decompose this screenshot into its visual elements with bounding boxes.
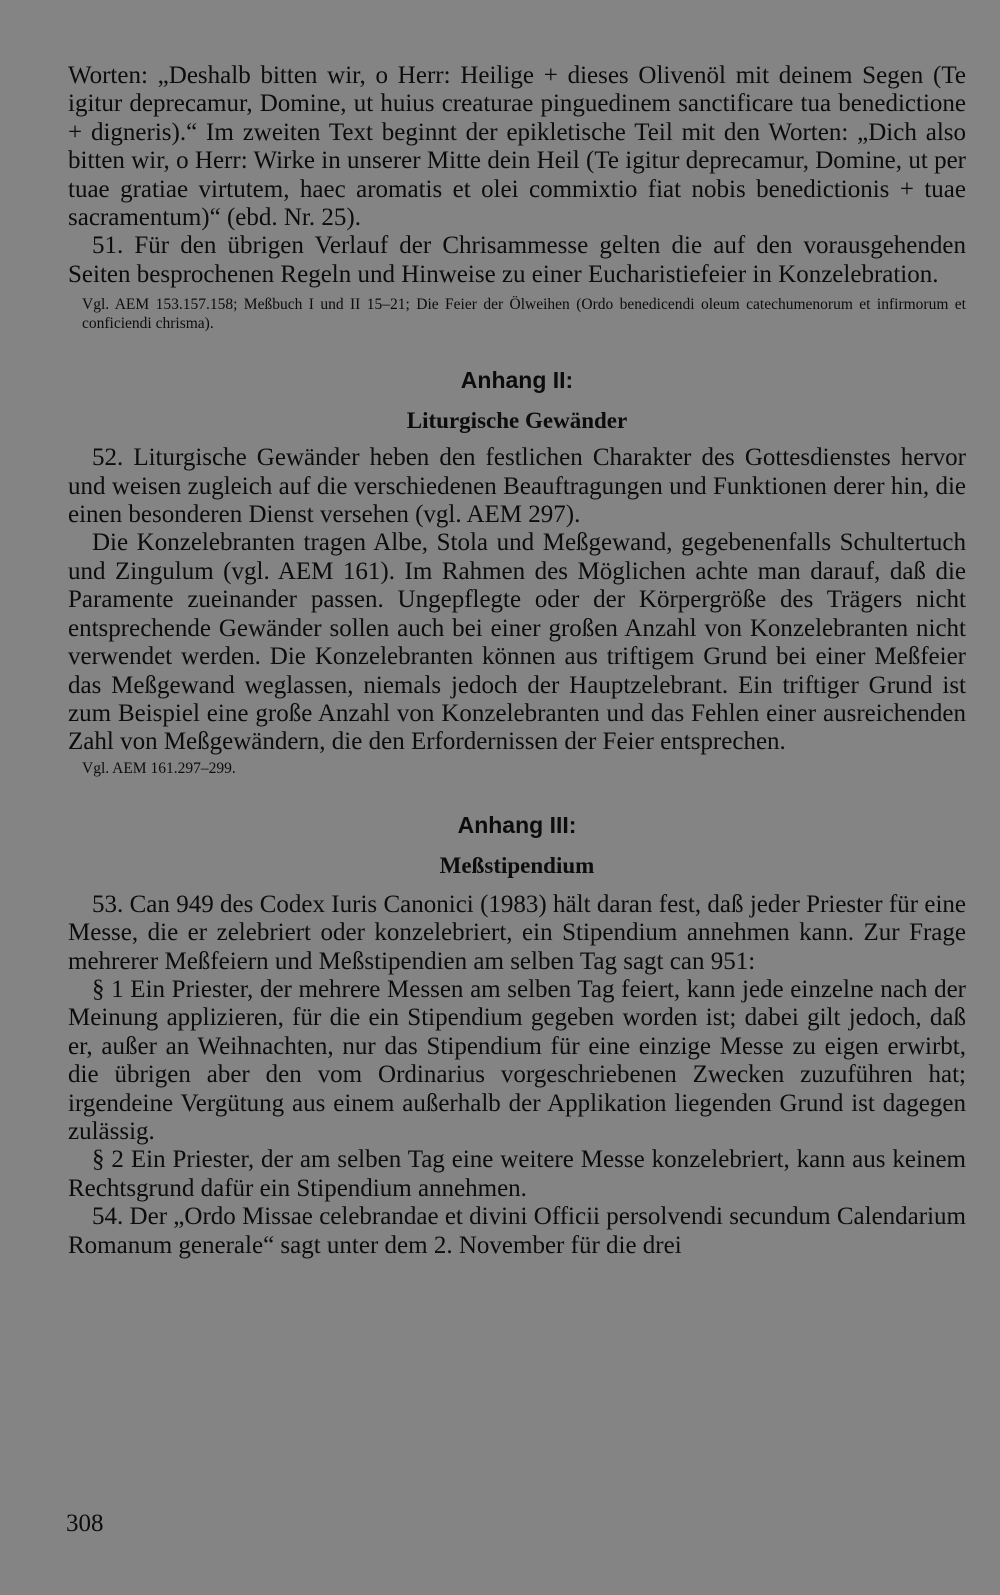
paragraph-54: 54. Der „Ordo Missae celebrandae et divini Officii persolvendi secundum Calendarium Romanum generale“ sagt unter dem 2. November für die drei (68, 1203, 966, 1259)
paragraph-intro: Worten: „Deshalb bitten wir, o Herr: Heilige + dieses Olivenöl mit deinem Segen (Te igitur deprecamur, Domine, ut huius creaturae pinguedinem sanctificare tua benedictione + digneris).“ Im zweiten Text beginnt der epikletische Teil mit den Worten: „Dich also bitten wir, o Herr: Wirke in unserer Mitte dein Heil (Te igitur deprecamur, Domine, ut per tuae gratiae virtutem, haec aromatis et olei commixtio fiat nobis benedictionis + tuae sacramentum)“ (ebd. Nr. 25). (68, 62, 966, 232)
footnote-51: Vgl. AEM 153.157.158; Meßbuch I und II 15–21; Die Feier der Ölweihen (Ordo benedicendi oleum catechumenorum et infirmorum et conficiendi chrisma). (82, 296, 966, 333)
footnote-52: Vgl. AEM 161.297–299. (82, 759, 236, 777)
paragraph-52: 52. Liturgische Gewänder heben den festlichen Charakter des Gottesdienstes hervor und weisen zugleich auf die verschiedenen Beauftragungen und Funktionen derer hin, die einen besonderen Dienst versehen (vgl. AEM 297). (68, 444, 966, 529)
paragraph-52-continued: Die Konzelebranten tragen Albe, Stola und Meßgewand, gegebenenfalls Schultertuch und Zingulum (vgl. AEM 161). Im Rahmen des Möglichen achte man darauf, daß die Paramente zueinander passen. Ungepflegte oder der Körpergröße des Trägers nicht entsprechende Gewänder sollen auch bei einer großen Anzahl von Konzelebranten nicht verwendet werden. Die Konzelebranten können aus triftigem Grund bei einer Meßfeier das Meßgewand weglassen, niemals jedoch der Hauptzelebrant. Ein triftiger Grund ist zum Beispiel eine große Anzahl von Konzelebranten und das Fehlen einer ausreichenden Zahl von Meßgewändern, die den Erfordernissen der Feier entsprechen. (68, 529, 966, 756)
paragraph-53: 53. Can 949 des Codex Iuris Canonici (1983) hält daran fest, daß jeder Priester für eine Messe, die er zelebriert oder konzelebriert, ein Stipendium annehmen kann. Zur Frage mehrerer Meßfeiern und Meßstipendien am selben Tag sagt can 951: (68, 890, 966, 975)
appendix-2-title: Liturgische Gewänder (406, 408, 628, 434)
appendix-2-label: Anhang II: (460, 367, 574, 394)
page-number: 308 (66, 1510, 104, 1537)
appendix-3-label: Anhang III: (457, 811, 577, 838)
paragraph-51: 51. Für den übrigen Verlauf der Chrisammesse gelten die auf den vorausgehenden Seiten besprochenen Regeln und Hinweise zu einer Eucharistiefeier in Konzelebration. (68, 232, 966, 288)
paragraph-53-section-2: § 2 Ein Priester, der am selben Tag eine weitere Messe konzelebriert, kann aus keinem Rechtsgrund dafür ein Stipendium annehmen. (68, 1146, 966, 1202)
paragraph-53-section-1: § 1 Ein Priester, der mehrere Messen am selben Tag feiert, kann jede einzelne nach der Meinung applizieren, für die ein Stipendium gegeben worden ist; dabei gilt jedoch, daß er, außer an Weihnachten, nur das Stipendium für eine einzige Messe zu eigen erwirbt, die übrigen aber den vom Ordinarius vorgeschriebenen Zwecken zuzuführen hat; irgendeine Vergütung aus einem außerhalb der Applikation liegenden Grund ist dagegen zulässig. (68, 975, 966, 1145)
appendix-3-title: Meßstipendium (439, 852, 595, 878)
